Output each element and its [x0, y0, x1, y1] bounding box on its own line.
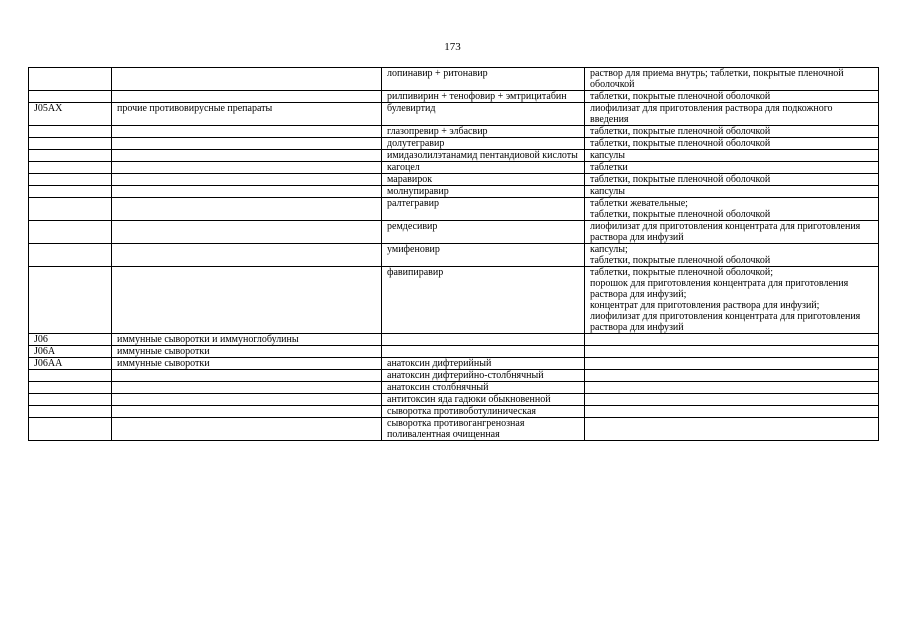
group-name-cell [112, 382, 382, 394]
group-name-cell [112, 150, 382, 162]
atc-code-cell [29, 174, 112, 186]
atc-code-cell [29, 186, 112, 198]
atc-code-cell [29, 221, 112, 244]
drug-name-cell: анатоксин дифтерийно-столбнячный [382, 370, 585, 382]
dosage-form-cell [585, 382, 879, 394]
table-row [29, 267, 879, 334]
atc-code-cell [29, 418, 112, 441]
group-name-cell [112, 174, 382, 186]
atc-code-cell: J06 [29, 334, 112, 346]
dosage-form-cell: раствор для приема внутрь; таблетки, покрытые пленочной оболочкой [585, 68, 879, 91]
dosage-form-cell [585, 346, 879, 358]
table-row [29, 406, 879, 418]
group-name-cell: иммунные сыворотки и иммуноглобулины [112, 334, 382, 346]
group-name-cell: иммунные сыворотки [112, 346, 382, 358]
drug-name-cell: долутегравир [382, 138, 585, 150]
atc-code-cell [29, 126, 112, 138]
dosage-form-cell: таблетки, покрытые пленочной оболочкой [585, 174, 879, 186]
dosage-form-cell [585, 370, 879, 382]
drug-name-cell: ремдесивир [382, 221, 585, 244]
drug-name-cell: глазопревир + элбасвир [382, 126, 585, 138]
group-name-cell [112, 221, 382, 244]
dosage-form-cell: таблетки, покрытые пленочной оболочкой [585, 138, 879, 150]
atc-code-cell [29, 68, 112, 91]
group-name-cell [112, 198, 382, 221]
group-name-cell [112, 267, 382, 334]
group-name-cell [112, 418, 382, 441]
drug-name-cell: умифеновир [382, 244, 585, 267]
group-name-cell: прочие противовирусные препараты [112, 103, 382, 126]
atc-code-cell [29, 198, 112, 221]
table-row [29, 394, 879, 406]
table-row [29, 382, 879, 394]
table-row [29, 358, 879, 370]
dosage-form-cell [585, 358, 879, 370]
drug-name-cell: маравирок [382, 174, 585, 186]
dosage-form-cell: капсулы; таблетки, покрытые пленочной оболочкой [585, 244, 879, 267]
group-name-cell [112, 394, 382, 406]
dosage-form-cell: лиофилизат для приготовления концентрата для приготовления раствора для инфузий [585, 221, 879, 244]
table-row [29, 68, 879, 91]
group-name-cell [112, 68, 382, 91]
table-row [29, 103, 879, 126]
group-name-cell [112, 138, 382, 150]
table-row [29, 150, 879, 162]
drug-name-cell: фавипиравир [382, 267, 585, 334]
atc-code-cell [29, 406, 112, 418]
dosage-form-cell: таблетки, покрытые пленочной оболочкой [585, 91, 879, 103]
table-body [29, 68, 879, 441]
table-row [29, 418, 879, 441]
drug-name-cell: анатоксин дифтерийный [382, 358, 585, 370]
dosage-form-cell: капсулы [585, 186, 879, 198]
drug-name-cell: молнупиравир [382, 186, 585, 198]
dosage-form-cell: капсулы [585, 150, 879, 162]
drug-name-cell: сыворотка противоботулиническая [382, 406, 585, 418]
table-row [29, 244, 879, 267]
dosage-form-cell [585, 406, 879, 418]
atc-code-cell [29, 370, 112, 382]
dosage-form-cell: лиофилизат для приготовления раствора для подкожного введения [585, 103, 879, 126]
atc-code-cell [29, 138, 112, 150]
atc-code-cell [29, 382, 112, 394]
drug-name-cell [382, 346, 585, 358]
dosage-form-cell: таблетки, покрытые пленочной оболочкой [585, 126, 879, 138]
table-row [29, 334, 879, 346]
dosage-form-cell [585, 334, 879, 346]
drug-table [28, 67, 879, 441]
drug-name-cell: сыворотка противогангренозная поливалентная очищенная [382, 418, 585, 441]
group-name-cell [112, 91, 382, 103]
page-number: 173 [444, 41, 461, 53]
drug-name-cell: рилпивирин + тенофовир + эмтрицитабин [382, 91, 585, 103]
atc-code-cell [29, 150, 112, 162]
dosage-form-cell [585, 418, 879, 441]
table-row [29, 138, 879, 150]
group-name-cell: иммунные сыворотки [112, 358, 382, 370]
drug-name-cell: антитоксин яда гадюки обыкновенной [382, 394, 585, 406]
drug-name-cell: анатоксин столбнячный [382, 382, 585, 394]
dosage-form-cell: таблетки жевательные; таблетки, покрытые пленочной оболочкой [585, 198, 879, 221]
group-name-cell [112, 126, 382, 138]
table-row [29, 370, 879, 382]
group-name-cell [112, 186, 382, 198]
group-name-cell [112, 370, 382, 382]
atc-code-cell: J06AA [29, 358, 112, 370]
atc-code-cell [29, 162, 112, 174]
atc-code-cell: J06A [29, 346, 112, 358]
dosage-form-cell [585, 394, 879, 406]
table-row [29, 162, 879, 174]
group-name-cell [112, 244, 382, 267]
drug-name-cell [382, 334, 585, 346]
table-row [29, 126, 879, 138]
drug-name-cell: ралтегравир [382, 198, 585, 221]
drug-name-cell: лопинавир + ритонавир [382, 68, 585, 91]
table-row [29, 186, 879, 198]
drug-name-cell: имидазолилэтанамид пентандиовой кислоты [382, 150, 585, 162]
table-row [29, 91, 879, 103]
dosage-form-cell: таблетки [585, 162, 879, 174]
atc-code-cell [29, 244, 112, 267]
dosage-form-cell: таблетки, покрытые пленочной оболочкой; порошок для приготовления концентрата для приготовления раствора для инфузий; концентрат для приготовления раствора для инфузий; лиофилизат для приготовления концентрата для приготовления раствора для инфузий [585, 267, 879, 334]
table-row [29, 346, 879, 358]
group-name-cell [112, 162, 382, 174]
atc-code-cell [29, 394, 112, 406]
group-name-cell [112, 406, 382, 418]
table-row [29, 174, 879, 186]
atc-code-cell: J05AX [29, 103, 112, 126]
atc-code-cell [29, 267, 112, 334]
table-row [29, 221, 879, 244]
table-row [29, 198, 879, 221]
atc-code-cell [29, 91, 112, 103]
drug-name-cell: кагоцел [382, 162, 585, 174]
drug-name-cell: булевиртид [382, 103, 585, 126]
